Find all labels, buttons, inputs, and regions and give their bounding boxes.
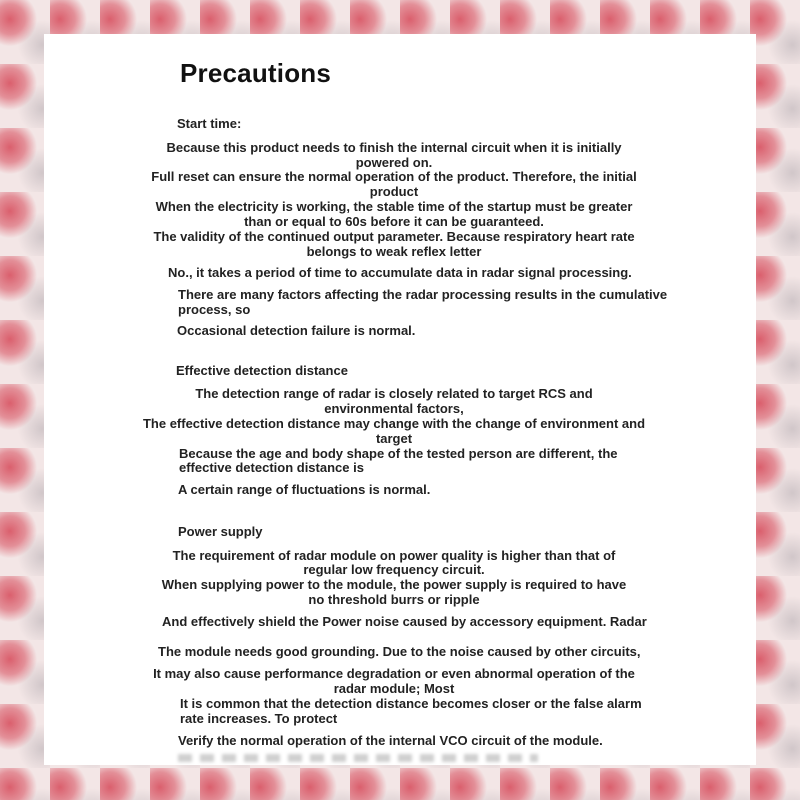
- paragraph-line: Because this product needs to finish the internal circuit when it is initially: [166, 140, 622, 155]
- paragraph-line: When supplying power to the module, the power supply is required to have: [161, 577, 627, 592]
- paragraph-line: radar module; Most: [333, 681, 455, 696]
- paragraph-line: no threshold burrs or ripple: [308, 592, 480, 607]
- paragraph-line: There are many factors affecting the radar processing results in the cumulative: [178, 287, 668, 302]
- paragraph-line: rate increases. To protect: [180, 711, 338, 726]
- paragraph-line: Verify the normal operation of the internal VCO circuit of the module.: [178, 733, 603, 748]
- paragraph-line: It may also cause performance degradation or even abnormal operation of the: [153, 666, 635, 681]
- section-heading-detection-distance: Effective detection distance: [176, 363, 348, 378]
- paragraph-line: The module needs good grounding. Due to the noise caused by other circuits,: [158, 644, 641, 659]
- paragraph-line: process, so: [178, 302, 251, 317]
- paragraph-line: The validity of the continued output parameter. Because respiratory heart rate: [153, 229, 635, 244]
- paragraph-line: Because the age and body shape of the tested person are different, the: [179, 446, 618, 461]
- paragraph-line: belongs to weak reflex letter: [306, 244, 482, 259]
- paragraph-line: A certain range of fluctuations is normal.: [178, 482, 431, 497]
- page-title: Precautions: [180, 58, 332, 88]
- paragraph-line: The effective detection distance may change with the change of environment and: [142, 416, 646, 431]
- paragraph-line: product: [369, 184, 419, 199]
- paragraph-line: The detection range of radar is closely related to target RCS and: [195, 386, 593, 401]
- cut-off-text-fragment: [178, 754, 538, 762]
- paragraph-line: regular low frequency circuit.: [303, 562, 485, 577]
- paragraph-line: target: [375, 431, 413, 446]
- paragraph-line: Occasional detection failure is normal.: [177, 323, 416, 338]
- paragraph-line: When the electricity is working, the stable time of the startup must be greater: [155, 199, 633, 214]
- document-page: [44, 34, 756, 765]
- paragraph-line: than or equal to 60s before it can be guaranteed.: [244, 214, 544, 229]
- paragraph-line: environmental factors,: [324, 401, 464, 416]
- paragraph-line: And effectively shield the Power noise caused by accessory equipment. Radar: [162, 614, 647, 629]
- paragraph-line: No., it takes a period of time to accumulate data in radar signal processing.: [168, 265, 632, 280]
- section-heading-start-time: Start time:: [177, 116, 242, 131]
- paragraph-line: Full reset can ensure the normal operation of the product. Therefore, the initial: [151, 169, 637, 184]
- paragraph-line: The requirement of radar module on power quality is higher than that of: [172, 548, 616, 563]
- paragraph-line: powered on.: [355, 155, 433, 170]
- section-heading-power-supply: Power supply: [178, 524, 263, 539]
- paragraph-line: It is common that the detection distance becomes closer or the false alarm: [180, 696, 642, 711]
- paragraph-line: effective detection distance is: [179, 460, 364, 475]
